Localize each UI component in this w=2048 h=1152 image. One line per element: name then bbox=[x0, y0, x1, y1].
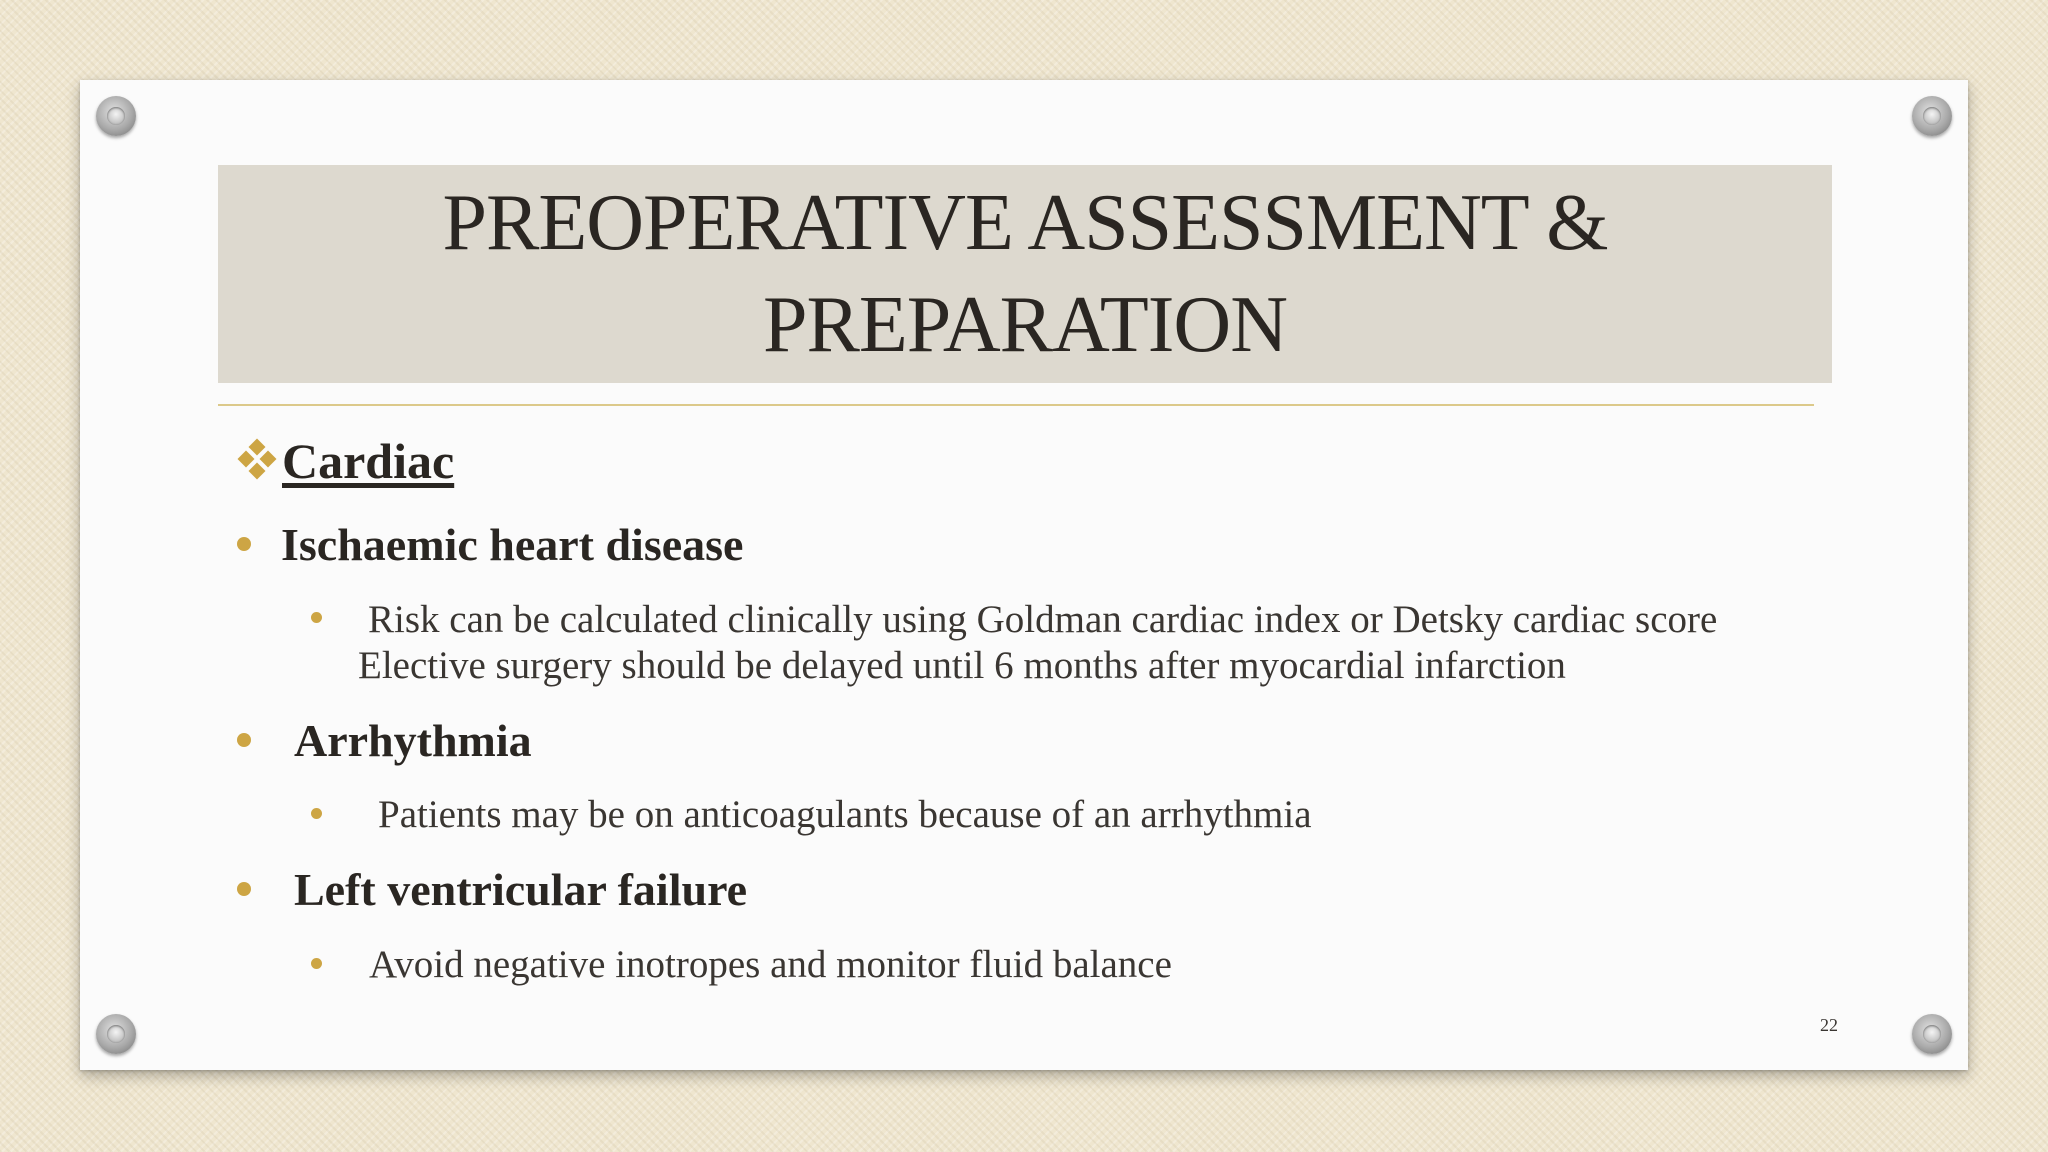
slide-body bbox=[80, 80, 1968, 1070]
bullet-dot-icon bbox=[237, 733, 251, 747]
list-item-text: Risk can be calculated clinically using Goldman cardiac index or Detsky cardiac score bbox=[368, 598, 1718, 641]
sub-bullet-dot-icon bbox=[311, 958, 322, 969]
list-item-text: Patients may be on anticoagulants because of an arrhythmia bbox=[378, 793, 1312, 836]
list-item-text: Avoid negative inotropes and monitor fluid balance bbox=[369, 943, 1172, 986]
sub-bullet-dot-icon bbox=[311, 612, 322, 623]
list-item-text: Elective surgery should be delayed until 6 months after myocardial infarction bbox=[358, 644, 1566, 687]
diamond-cluster-bullet-icon bbox=[236, 439, 278, 483]
list-item-heading: Left ventricular failure bbox=[294, 864, 748, 915]
sub-bullet-dot-icon bbox=[311, 808, 322, 819]
section-title: Cardiac bbox=[282, 433, 455, 489]
list-item-heading: Ischaemic heart disease bbox=[281, 519, 744, 570]
section-heading bbox=[236, 432, 454, 490]
bullet-dot-icon bbox=[237, 537, 251, 551]
slide-canvas bbox=[80, 80, 1968, 1070]
bullet-dot-icon bbox=[237, 882, 251, 896]
list-item-heading: Arrhythmia bbox=[294, 715, 532, 766]
page-number: 22 bbox=[1820, 1015, 1838, 1035]
slide-title-line-2: PREPARATION bbox=[763, 281, 1287, 369]
slide-title-line-1: PREOPERATIVE ASSESSMENT & bbox=[442, 179, 1608, 267]
